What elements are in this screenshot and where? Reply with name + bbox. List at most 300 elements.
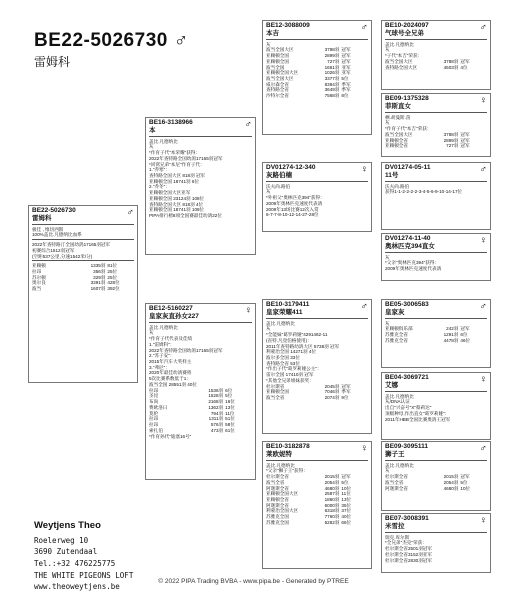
card-note: 盖比.凡德纳比	[149, 138, 178, 144]
card-note: 2020年最佳幼鸽赛将	[149, 370, 192, 376]
card-note: 查特路全国大区 818羽 4位	[149, 201, 204, 207]
race-birds: 1026羽	[324, 70, 340, 76]
race-name: 波当	[32, 286, 42, 292]
card-note: 灰	[385, 254, 390, 260]
card-divider	[149, 322, 252, 323]
owner-line[interactable]: www.theoweytjens.be	[34, 582, 120, 592]
card-note: 灰	[149, 330, 154, 336]
race-birds: 3788羽	[324, 47, 340, 53]
race-place: 10位	[341, 485, 352, 491]
race-name: 拉昂	[149, 422, 159, 428]
race-name: 亚赖顿全国	[266, 58, 289, 64]
race-name: 亚赖顿全国大区	[266, 491, 299, 497]
card-note: 初赛综合1512羽冠军	[32, 247, 75, 253]
male-symbol-icon: ♂	[479, 22, 487, 33]
race-birds: 2074羽	[324, 395, 340, 401]
race-place: 58位	[225, 422, 235, 428]
card-note: *全兄弟"杰克"荣获：	[385, 540, 427, 546]
result-row	[149, 428, 252, 434]
card-note: 灰	[266, 326, 271, 332]
race-name: 亚赖顿全省	[266, 497, 289, 502]
race-birds: 473羽	[210, 427, 224, 433]
race-name: 波当全省	[266, 395, 285, 401]
race-name: 拉昂	[149, 387, 159, 393]
race-birds: 2168羽	[208, 399, 224, 405]
race-name: 亚赖顿俱乐部	[385, 326, 413, 332]
card-ring: BE04-3069721	[385, 374, 429, 381]
card-note: *外祖父"奥林匹克394"获得：	[266, 195, 325, 201]
card-note: 100%盖比.凡德纳比血系	[32, 232, 82, 238]
race-birds: 2587羽	[324, 491, 340, 497]
race-place: 392位	[107, 286, 120, 292]
pedigree-card-sire	[145, 117, 256, 255]
race-place: 冠军	[341, 47, 351, 53]
card-ring: BE09-3095111	[385, 443, 429, 450]
race-place: 冠军	[341, 383, 351, 389]
race-birds: 2899羽	[443, 137, 459, 143]
race-birds: 8394羽	[324, 81, 340, 87]
race-birds: 576羽	[210, 422, 224, 428]
race-place: 冠军	[341, 58, 351, 64]
card-note: 盖比.凡德纳比	[385, 393, 414, 399]
card-ring: DV01274-05-11	[385, 164, 431, 171]
card-note: 波尔多全国 33位	[266, 355, 300, 360]
race-birds: 2054羽	[324, 479, 340, 485]
card-note: 瑞克.库尔斯	[385, 534, 410, 540]
card-ring: BE05-3006583	[385, 301, 429, 308]
card-divider	[385, 460, 487, 461]
result-row	[266, 395, 368, 401]
pedigree-card-dsd	[381, 372, 491, 440]
male-symbol-icon: ♂	[126, 207, 134, 218]
card-note: 2009年奥林匹克速度代表鸽	[266, 200, 323, 206]
card-note: PIPA排行榜8项全国赛最佳幼鸽22位	[149, 213, 222, 219]
page-subtitle: 雷姆科	[34, 55, 71, 69]
card-divider	[385, 39, 487, 40]
race-birds: 1607羽	[90, 286, 106, 292]
card-name: 莱欧妮特	[266, 450, 292, 458]
card-note: 查特路全省 53位	[266, 360, 300, 366]
race-place: 亚军	[341, 64, 351, 70]
race-birds: 4680羽	[443, 485, 459, 491]
race-place: 35位	[341, 502, 352, 508]
male-symbol-icon: ♂	[244, 119, 252, 130]
female-symbol-icon: ♀	[360, 164, 368, 175]
card-name: 皇家荣耀411	[266, 308, 303, 316]
card-note: 2."乔冬"：	[149, 184, 170, 190]
race-name: 阿迦斯全省	[385, 485, 408, 491]
card-note: 栖.胡曼斯.茵	[385, 114, 411, 120]
race-name: 苏雅克全国	[266, 519, 289, 525]
pedigree-card-ssd	[381, 93, 491, 157]
race-place: 5位	[341, 76, 349, 81]
card-note: 利蒙治全国 14271羽 4位	[266, 349, 317, 355]
race-place: 11位	[341, 491, 351, 497]
card-name: 皇家灰	[385, 308, 405, 316]
result-row	[266, 520, 368, 526]
male-symbol-icon: ♂	[479, 443, 487, 454]
race-place: 8位	[341, 93, 349, 99]
card-divider	[385, 181, 487, 182]
female-symbol-icon: ♀	[479, 95, 487, 106]
race-birds: 2899羽	[324, 53, 340, 59]
race-name: 查特路全省	[266, 87, 289, 93]
card-note: 沃夫尚.路伯	[385, 183, 410, 189]
pedigree-card-ds	[262, 299, 372, 434]
race-place: 25位	[107, 269, 118, 274]
card-note: 盖比.凡德纳比	[266, 320, 295, 326]
race-place: 10位	[460, 485, 471, 491]
card-divider	[32, 224, 134, 225]
race-name: 亚赖顿全省	[385, 143, 408, 149]
race-place: 冠军	[460, 474, 470, 480]
pedigree-card-sd	[262, 162, 372, 232]
race-birds: 4478羽	[443, 337, 459, 343]
card-name: 米雪拉	[385, 522, 405, 530]
race-name: 费欧洛日	[149, 404, 168, 410]
race-name: 拉昂	[32, 269, 42, 274]
race-name: 布尚	[149, 399, 159, 405]
race-place: 51位	[225, 416, 235, 422]
race-place: 冠军	[460, 58, 470, 64]
race-name: 波当全省	[266, 479, 285, 485]
card-divider	[385, 112, 487, 113]
female-symbol-icon: ♀	[244, 305, 252, 316]
male-symbol-icon: ♂	[360, 22, 368, 33]
race-birds: 6318羽	[324, 508, 340, 514]
card-note: 1."乔寒"：	[149, 167, 170, 173]
race-place: 13位	[341, 497, 352, 502]
card-note: 盖比.凡德纳比	[149, 324, 178, 330]
card-note: 2."苏子安"：	[149, 353, 175, 359]
race-name: 波当全国大区	[385, 131, 413, 137]
card-note: 灰	[385, 320, 390, 326]
race-name: 亚赖顿全国	[266, 389, 289, 395]
owner-line: Roelerweg 10	[34, 535, 89, 545]
female-symbol-icon: ♀	[360, 443, 368, 454]
card-divider	[266, 181, 368, 182]
race-name: 亚赖顿全省	[385, 137, 408, 143]
card-divider	[385, 318, 487, 319]
race-birds: 2045羽	[324, 383, 340, 389]
card-note: 灰/DNA认证	[385, 399, 410, 405]
card-name: 雷姆科	[32, 214, 52, 222]
race-name: 波当全国大区	[266, 47, 294, 53]
race-birds: 1362羽	[208, 404, 224, 410]
race-name: 亚赖顿全国	[266, 53, 289, 59]
race-place: 5位	[460, 479, 468, 485]
result-row	[32, 286, 134, 292]
race-place: 冠军	[460, 137, 470, 143]
footer-copyright: © 2022 PIPA Trading BVBA - www.pipa.be - Generated by PTREE	[158, 578, 349, 585]
card-note: 盖比.凡德纳比	[385, 41, 414, 47]
card-note: 亚赖顿全国 18741羽 6位	[149, 178, 200, 184]
card-note: 3."弗尼"：	[149, 364, 170, 370]
pedigree-card-dss	[381, 299, 491, 368]
result-row	[385, 143, 487, 149]
race-name: 查特路全国大区	[385, 64, 418, 70]
race-name: 阿迦斯全省	[266, 485, 289, 491]
race-place: 9位	[341, 395, 349, 401]
card-divider	[32, 239, 134, 240]
owner-line: THE WHITE PIGEONS LOFT	[34, 570, 134, 580]
card-divider	[266, 460, 368, 461]
race-name: 波当全国大区	[266, 76, 294, 81]
card-divider	[149, 136, 252, 137]
pedigree-card-sds	[381, 162, 491, 230]
card-ring: BE07-3008391	[385, 515, 429, 522]
pedigree-card-ddd	[381, 513, 491, 573]
card-note: 2009年奥林匹克速度代表鸽	[385, 266, 442, 272]
race-name: 苏尔顿	[32, 274, 46, 280]
race-name: 索扎伯	[149, 427, 163, 433]
card-divider	[266, 318, 368, 319]
card-note: 灰	[266, 41, 271, 47]
race-birds: 727羽	[446, 143, 459, 149]
card-note: 2011年查特路幼鸽大区 5738羽 冠军	[266, 343, 340, 349]
card-note: 亚赖顿全国大区亚军	[149, 190, 191, 196]
card-note: 亚赖顿全国 23124羽 108位	[149, 195, 205, 201]
race-place: 6位	[460, 332, 468, 338]
race-birds: 6000羽	[324, 502, 340, 508]
card-divider	[385, 391, 487, 392]
page-title	[34, 30, 189, 52]
card-note: 2022年查特路全国幼鸽17165羽冠军	[149, 347, 223, 353]
card-note: 波当全国 28551羽 40位	[149, 381, 197, 387]
race-place: 季军	[341, 81, 351, 87]
race-name: 亚赖顿全国大区	[266, 70, 299, 76]
card-note: *其他全兄弟姐妹获奖：	[266, 377, 314, 383]
card-note: 查特路全国大区 818羽 冠军	[149, 173, 206, 178]
card-note: 杜尔斯全省3152羽亚军	[385, 551, 432, 557]
race-birds: 1335羽	[90, 263, 106, 269]
race-name: 亚赖顿	[32, 263, 46, 269]
card-note: 1."雷姆科"：	[149, 341, 175, 347]
race-name: 利蒙治全国大区	[266, 508, 299, 514]
card-ring: BE09-1375328	[385, 95, 429, 102]
card-note: *同窝兄弟"本尼"作育子代：	[149, 161, 205, 167]
card-note: (省特.凡登伯格使用)：	[266, 337, 312, 343]
card-name: 气球号全兄弟	[385, 29, 424, 37]
card-note: 灰	[149, 144, 154, 150]
race-birds: 329羽	[93, 274, 106, 280]
card-ring: BE16-3138966	[149, 119, 193, 126]
race-place: 37位	[341, 508, 352, 514]
race-name: 杜尔斯全省	[266, 474, 289, 480]
race-birds: 4680羽	[324, 485, 340, 491]
race-place: 61位	[225, 427, 235, 433]
card-note: 亚赖顿全国 18741羽 108位	[149, 207, 205, 213]
card-note: 雷尔全国 17410羽 冠军	[266, 372, 314, 378]
race-place: 季军	[341, 389, 351, 395]
race-place: 25位	[107, 274, 118, 280]
race-place: 冠军	[341, 474, 351, 480]
race-place: 5位	[341, 479, 349, 485]
card-divider	[385, 252, 487, 253]
card-divider	[32, 260, 134, 261]
race-name: 拉昂	[149, 416, 159, 422]
card-name: 本	[149, 126, 156, 134]
race-name: 波当全省	[385, 479, 404, 485]
card-note: 出自"兴奋号"X"蔡莉达"	[385, 405, 432, 411]
race-place: 5位	[225, 393, 233, 399]
male-symbol-icon: ♂	[479, 301, 487, 312]
card-ring: BE12-3088009	[266, 22, 310, 29]
race-name: 威尔森全省	[266, 81, 289, 87]
race-birds: 1536羽	[208, 387, 224, 393]
card-note: 沃夫尚.路伯	[266, 183, 291, 189]
race-name: 阿迦斯全省	[266, 502, 289, 508]
card-ring: DV01274-11-40	[385, 235, 431, 242]
race-place: 冠军	[460, 131, 470, 137]
race-place: 81位	[107, 263, 118, 269]
card-note: *作育孙代"迪塞16号"	[149, 433, 192, 439]
card-note: 杜尔斯全省2501羽冠军	[385, 546, 432, 552]
female-symbol-icon: ♀	[479, 235, 487, 246]
card-ring: BE10-3182878	[266, 443, 310, 450]
race-name: 波当全国	[266, 64, 285, 70]
race-name: 苏雅克全省	[385, 332, 408, 338]
male-symbol-icon: ♂	[173, 30, 189, 51]
card-note: 盖比.凡德纳比	[266, 462, 295, 468]
male-symbol-icon: ♂	[479, 164, 487, 175]
race-birds: 2015羽	[443, 474, 459, 480]
card-note: 极佳 , 维切西斯	[32, 226, 64, 232]
race-place: 6位	[225, 387, 233, 393]
female-symbol-icon: ♀	[479, 515, 487, 526]
race-place: 66位	[341, 519, 352, 525]
card-note: *父亲"狮子王"获得：	[266, 468, 308, 474]
card-note: *作育子代"本吉"荣获：	[385, 126, 432, 132]
card-note: 2022年查特路汀全国幼鸽17165羽冠军	[32, 242, 111, 248]
card-name: 皇家灰直孙女227	[149, 312, 199, 320]
race-name: 圣昆	[149, 393, 159, 399]
card-ring: BE10-3179411	[266, 301, 310, 308]
race-place: 冠军	[460, 326, 470, 332]
card-note: 顶级种母,作出直女"葛罗莉娅"：	[385, 410, 450, 416]
result-row	[385, 486, 487, 492]
pedigree-card-sss	[381, 20, 491, 90]
race-birds: 7046羽	[324, 389, 340, 395]
race-name: 苏雅克全省	[385, 337, 408, 343]
race-birds: 3377羽	[324, 76, 340, 81]
card-note: 2011年HBB全国比赛奥鸽王冠军	[385, 416, 451, 422]
pedigree-card-dam	[145, 303, 256, 480]
card-note: 灰	[385, 47, 390, 53]
card-note: 灰	[266, 189, 271, 195]
race-birds: 1860羽	[324, 497, 340, 502]
race-birds: 356羽	[93, 269, 106, 274]
race-birds: 1528羽	[208, 393, 224, 399]
race-birds: 5282羽	[324, 519, 340, 525]
pedigree-card-subject	[28, 205, 138, 383]
card-ring: DV01274-12-340	[266, 164, 316, 171]
card-note: *作出子代"葛罗莉娅公主"：	[266, 366, 322, 372]
card-note: 2022年查特路全国幼鸽17165羽冠军	[149, 155, 223, 161]
card-name: 菲斯直女	[385, 102, 411, 110]
race-birds: 3788羽	[443, 58, 459, 64]
male-symbol-icon: ♂	[360, 301, 368, 312]
card-note: *子代"本吉"荣获：	[385, 53, 423, 59]
card-name: 奥林匹克394直女	[385, 242, 435, 250]
race-place: 11位	[225, 410, 235, 416]
race-place: 冠军	[460, 143, 470, 149]
race-name: 沙特尔全省	[266, 93, 289, 99]
card-name: 狮子王	[385, 450, 405, 458]
race-place: 40位	[341, 514, 352, 520]
race-place: 4位	[460, 64, 468, 70]
race-place: 季军	[341, 87, 351, 93]
race-birds: 7760羽	[324, 514, 340, 520]
card-note: 2015年汽车大奖样主	[149, 359, 192, 364]
race-birds: 7568羽	[324, 93, 340, 99]
card-note: 灰	[385, 120, 390, 126]
pedigree-card-ss	[262, 20, 372, 135]
card-note: *作育子代代表及佳绩	[149, 336, 193, 342]
race-birds: 2054羽	[443, 479, 459, 485]
race-birds: 1311羽	[208, 416, 224, 422]
race-birds: 3391羽	[90, 280, 106, 286]
card-note: 获得1-1-2-2-2-2-3-4-5-6-9-10-14-17位	[385, 189, 463, 195]
card-name: 本吉	[266, 29, 279, 37]
race-birds: 3649羽	[324, 87, 340, 93]
pedigree-card-sdd	[381, 233, 491, 281]
card-note: 灰	[385, 468, 390, 474]
race-place: 13位	[225, 404, 235, 410]
card-name: 11号	[385, 171, 399, 179]
race-name: 杜尔斯全省	[385, 474, 408, 480]
card-divider	[266, 39, 368, 40]
title-ring: BE22-5026730	[34, 30, 168, 51]
result-row	[385, 65, 487, 71]
race-name: 苏雅克全国	[266, 514, 289, 520]
race-birds: 727羽	[327, 58, 340, 64]
card-name: 灰路伯楠	[266, 171, 292, 179]
owner-line: Tel.:+32 476225775	[34, 558, 116, 568]
result-row	[266, 93, 368, 99]
card-note: *全能妹"葛罗莉娅"4291462-11	[266, 332, 328, 338]
card-note: 杜尔斯全省2830羽冠军	[385, 557, 432, 563]
race-birds: 242羽	[446, 326, 459, 332]
card-divider	[385, 532, 487, 533]
pedigree-card-dds	[381, 441, 491, 511]
race-birds: 2015羽	[324, 474, 340, 480]
race-name: 莫伦	[149, 410, 159, 416]
female-symbol-icon: ♀	[479, 374, 487, 385]
race-name: 波当全国大区	[385, 58, 413, 64]
card-note: 盖比.凡德纳比	[385, 462, 414, 468]
owner-name: Weytjens Theo	[34, 520, 101, 531]
race-birds: 4503羽	[443, 64, 459, 70]
race-place: 428位	[107, 280, 120, 286]
race-name: 奥尔良	[32, 280, 46, 286]
card-note: *作育子代"本荣耀"获得：	[149, 150, 200, 156]
card-note: 5次比赛系数低于1：	[149, 376, 191, 382]
race-place: 亚军	[341, 70, 351, 76]
race-place: 16位	[225, 399, 235, 405]
race-birds: 794羽	[210, 410, 224, 416]
owner-line: 3690 Zutendaal	[34, 547, 98, 557]
card-note: (空距537公里,分速1542米/分)	[32, 253, 93, 259]
race-birds: 1661羽	[324, 64, 340, 70]
pedigree-card-dd	[262, 441, 372, 569]
card-note: 2009年13场比赛12次入赏	[266, 206, 319, 212]
race-place: 46位	[460, 337, 471, 343]
card-name: 艾娜	[385, 381, 398, 389]
race-birds: 1291羽	[443, 332, 459, 338]
race-name: 杜尔斯省	[266, 383, 285, 389]
card-note: 6-7-7-8-10-12-14-27-28位	[266, 212, 319, 218]
